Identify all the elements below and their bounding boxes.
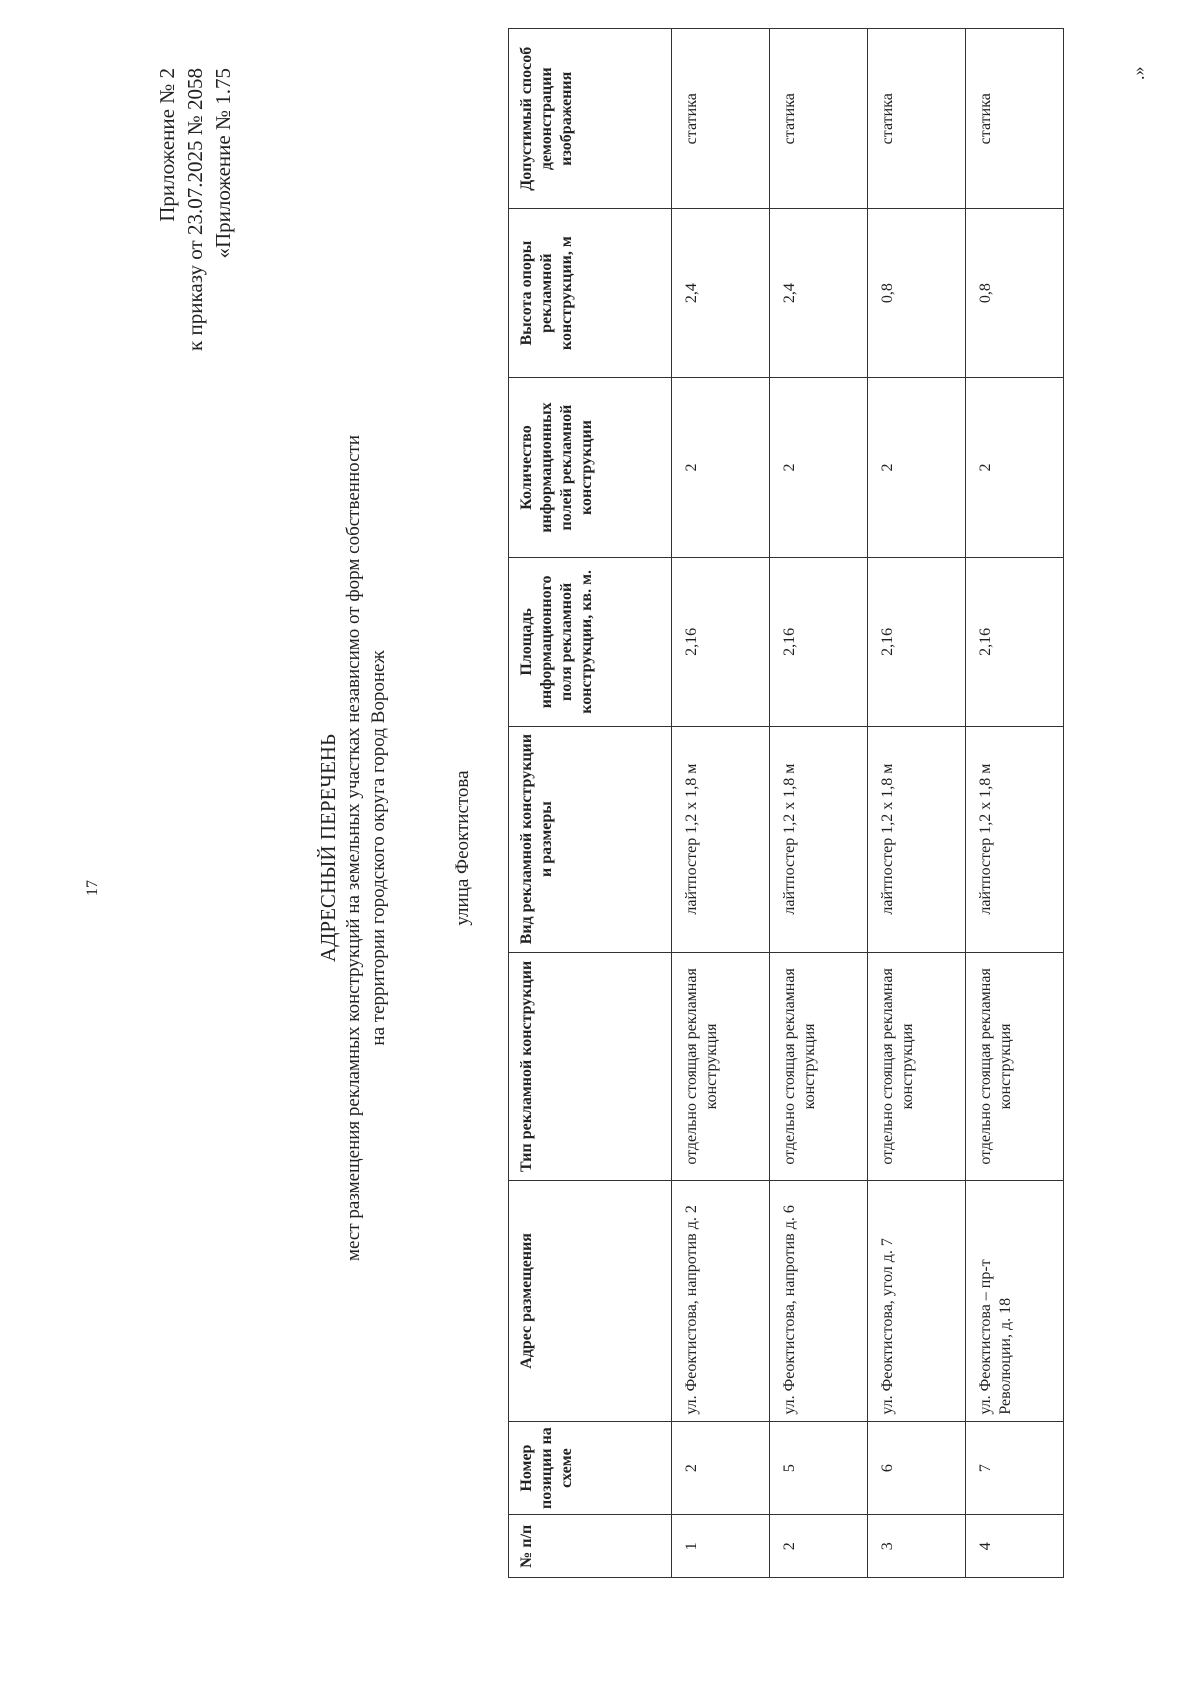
cell-field-count: 2 (966, 377, 1064, 557)
cell-scheme-position: 2 (672, 1421, 770, 1515)
cell-field-count: 2 (672, 377, 770, 557)
document-subtitle-line-2: на территории городского округа город Воронеж (368, 650, 389, 1046)
cell-address: ул. Феоктистова – пр-т Революции, д. 18 (966, 1181, 1064, 1422)
cell-construction-type: отдельно стоящая рекламная конструкция (966, 952, 1064, 1181)
cell-construction-type: отдельно стоящая рекламная конструкция (672, 952, 770, 1181)
page-number: 17 (84, 880, 101, 896)
cell-field-count: 2 (868, 377, 966, 557)
cell-display-method: статика (770, 29, 868, 209)
cell-address: ул. Феоктистова, угол д. 7 (868, 1181, 966, 1422)
cell-scheme-position: 7 (966, 1421, 1064, 1515)
cell-support-height: 0,8 (966, 209, 1064, 377)
cell-construction-kind: лайтпостер 1,2 х 1,8 м (672, 726, 770, 952)
cell-display-method: статика (966, 29, 1064, 209)
header-field-count: Количество информационных полей рекламной конструкции (509, 377, 672, 557)
cell-display-method: статика (868, 29, 966, 209)
address-table-container (508, 28, 1064, 1578)
rotated-document-page (48, 48, 1148, 1648)
appendix-line-2: к приказу от 23.07.2025 № 2058 (183, 68, 207, 351)
cell-support-height: 2,4 (770, 209, 868, 377)
cell-row-number: 2 (770, 1515, 868, 1578)
document-title: АДРЕСНЫЙ ПЕРЕЧЕНЬ (316, 733, 340, 963)
header-construction-type: Тип рекламной конструкции (509, 952, 672, 1181)
cell-field-count: 2 (770, 377, 868, 557)
header-scheme-position: Номер позиции на схеме (509, 1421, 672, 1515)
appendix-line-3: «Приложение № 1.75 (211, 68, 235, 259)
cell-support-height: 2,4 (672, 209, 770, 377)
cell-row-number: 4 (966, 1515, 1064, 1578)
document-title-block (316, 348, 391, 1348)
cell-support-height: 0,8 (868, 209, 966, 377)
header-address: Адрес размещения (509, 1181, 672, 1422)
cell-row-number: 1 (672, 1515, 770, 1578)
table-row (770, 29, 868, 1578)
cell-construction-type: отдельно стоящая рекламная конструкция (770, 952, 868, 1181)
appendix-reference (153, 68, 237, 448)
cell-construction-kind: лайтпостер 1,2 х 1,8 м (770, 726, 868, 952)
appendix-line-1: Приложение № 2 (155, 68, 179, 222)
document-subtitle-line-1: мест размещения рекламных конструкций на земельных участках независимо от форм собственности (343, 435, 364, 1262)
cell-field-area: 2,16 (770, 558, 868, 726)
header-support-height: Высота опоры рекламной конструкции, м (509, 209, 672, 377)
cell-display-method: статика (672, 29, 770, 209)
address-table (508, 28, 1064, 1578)
table-row (966, 29, 1064, 1578)
cell-construction-kind: лайтпостер 1,2 х 1,8 м (966, 726, 1064, 952)
header-display-method: Допустимый способ демонстрации изображения (509, 29, 672, 209)
header-field-area: Площадь информационного поля рекламной конструкции, кв. м. (509, 558, 672, 726)
cell-field-area: 2,16 (868, 558, 966, 726)
table-row (672, 29, 770, 1578)
cell-construction-type: отдельно стоящая рекламная конструкция (868, 952, 966, 1181)
cell-address: ул. Феоктистова, напротив д. 6 (770, 1181, 868, 1422)
cell-field-area: 2,16 (966, 558, 1064, 726)
table-row (868, 29, 966, 1578)
closing-quote: .» (1128, 66, 1148, 80)
cell-construction-kind: лайтпостер 1,2 х 1,8 м (868, 726, 966, 952)
header-construction-kind: Вид рекламной конструкции и размеры (509, 726, 672, 952)
header-row-number: № п/п (509, 1515, 672, 1578)
cell-field-area: 2,16 (672, 558, 770, 726)
table-header-row (509, 29, 672, 1578)
cell-row-number: 3 (868, 1515, 966, 1578)
cell-address: ул. Феоктистова, напротив д. 2 (672, 1181, 770, 1422)
cell-scheme-position: 6 (868, 1421, 966, 1515)
cell-scheme-position: 5 (770, 1421, 868, 1515)
street-name: улица Феоктистова (452, 770, 473, 926)
